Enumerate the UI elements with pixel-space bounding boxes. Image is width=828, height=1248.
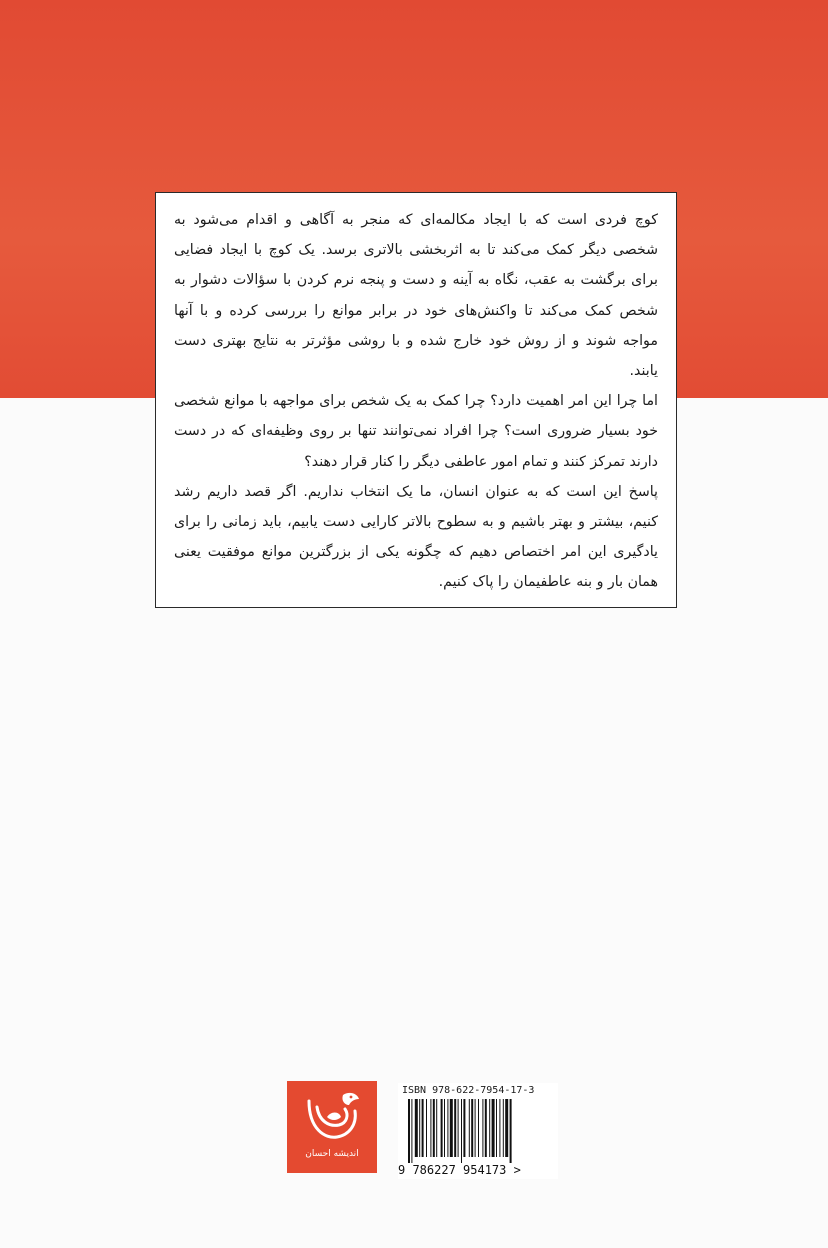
- blurb-paragraph: اما چرا این امر اهمیت دارد؟ چرا کمک به یک شخص برای مواجهه با موانع شخصی خود بسیار ضروری است؟ چرا افراد نمی‌توانند تنها بر روی وظیفه‌ای که در دست دارند تمرکز کنند و تمام امور عاطفی دیگر را کنار قرار دهند؟: [174, 393, 658, 470]
- barcode-bar: [436, 1099, 437, 1157]
- barcode-arrow: >: [513, 1163, 521, 1177]
- barcode-bar: [482, 1099, 483, 1157]
- barcode-bar: [433, 1099, 435, 1157]
- barcode-bar: [454, 1099, 456, 1157]
- publisher-name: اندیشه احسان: [305, 1149, 359, 1159]
- barcode-bar: [492, 1099, 495, 1157]
- blurb-paragraph: کوچ فردی است که با ایجاد مکالمه‌ای که منجر به آگاهی و اقدام می‌شود به شخصی دیگر کمک می‌کند تا به اثربخشی بالاتری برسد. یک کوچ با ایجاد فضایی برای برگشت به عقب، نگاه به آینه و دست و پنجه نرم کردن با سؤالات دشوار به شخص کمک می‌کند تا واکنش‌های خود در برابر موانع را بررسی کرده و با آنها مواجه شوند و از روش خود خارج شده و با روشی مؤثرتر به نتایج بهتری دست یابند.: [174, 212, 658, 380]
- barcode-bar: [444, 1099, 445, 1157]
- barcode-bar: [475, 1099, 476, 1157]
- barcode-digits: [398, 1163, 521, 1177]
- blurb-paragraph: پاسخ این است که به عنوان انسان، ما یک انتخاب نداریم. اگر قصد داریم رشد کنیم، بیشتر و بهتر باشیم و به سطوح بالاتر کارایی دست یابیم، باید زمانی را برای یادگیری این امر اختصاص دهیم که چگونه یکی از بزرگترین موانع موفقیت یعنی همان بار و بنه عاطفیمان را پاک کنیم.: [174, 483, 658, 591]
- bird-icon: [287, 1081, 377, 1151]
- barcode-bar: [441, 1099, 443, 1157]
- barcode-bar: [426, 1099, 427, 1157]
- barcode-bar: [496, 1099, 497, 1157]
- barcode-bar: [430, 1099, 431, 1157]
- barcode-bar: [422, 1099, 424, 1157]
- publisher-logo: [287, 1081, 377, 1173]
- barcode: [398, 1083, 558, 1179]
- barcode-bar: [471, 1099, 473, 1157]
- barcode-number: 9 786227 954173: [398, 1163, 507, 1177]
- barcode-bar: [499, 1099, 500, 1157]
- blurb-box: [155, 192, 677, 608]
- barcode-bar: [408, 1099, 410, 1163]
- barcode-bar: [463, 1099, 465, 1157]
- barcode-bar: [411, 1099, 412, 1163]
- barcode-bar: [469, 1099, 470, 1157]
- barcode-bar: [485, 1099, 487, 1157]
- barcode-bar: [489, 1099, 490, 1157]
- isbn-label: ISBN 978-622-7954-17-3: [402, 1085, 535, 1096]
- barcode-bars: [398, 1099, 548, 1163]
- barcode-bar: [505, 1099, 508, 1157]
- barcode-bar: [503, 1099, 504, 1157]
- barcode-bar: [415, 1099, 418, 1157]
- barcode-bar: [450, 1099, 453, 1157]
- barcode-bar: [447, 1099, 448, 1157]
- barcode-bar: [510, 1099, 512, 1163]
- barcode-bar: [419, 1099, 420, 1157]
- barcode-bar: [461, 1099, 462, 1163]
- barcode-bar: [458, 1099, 459, 1157]
- barcode-bar: [478, 1099, 479, 1157]
